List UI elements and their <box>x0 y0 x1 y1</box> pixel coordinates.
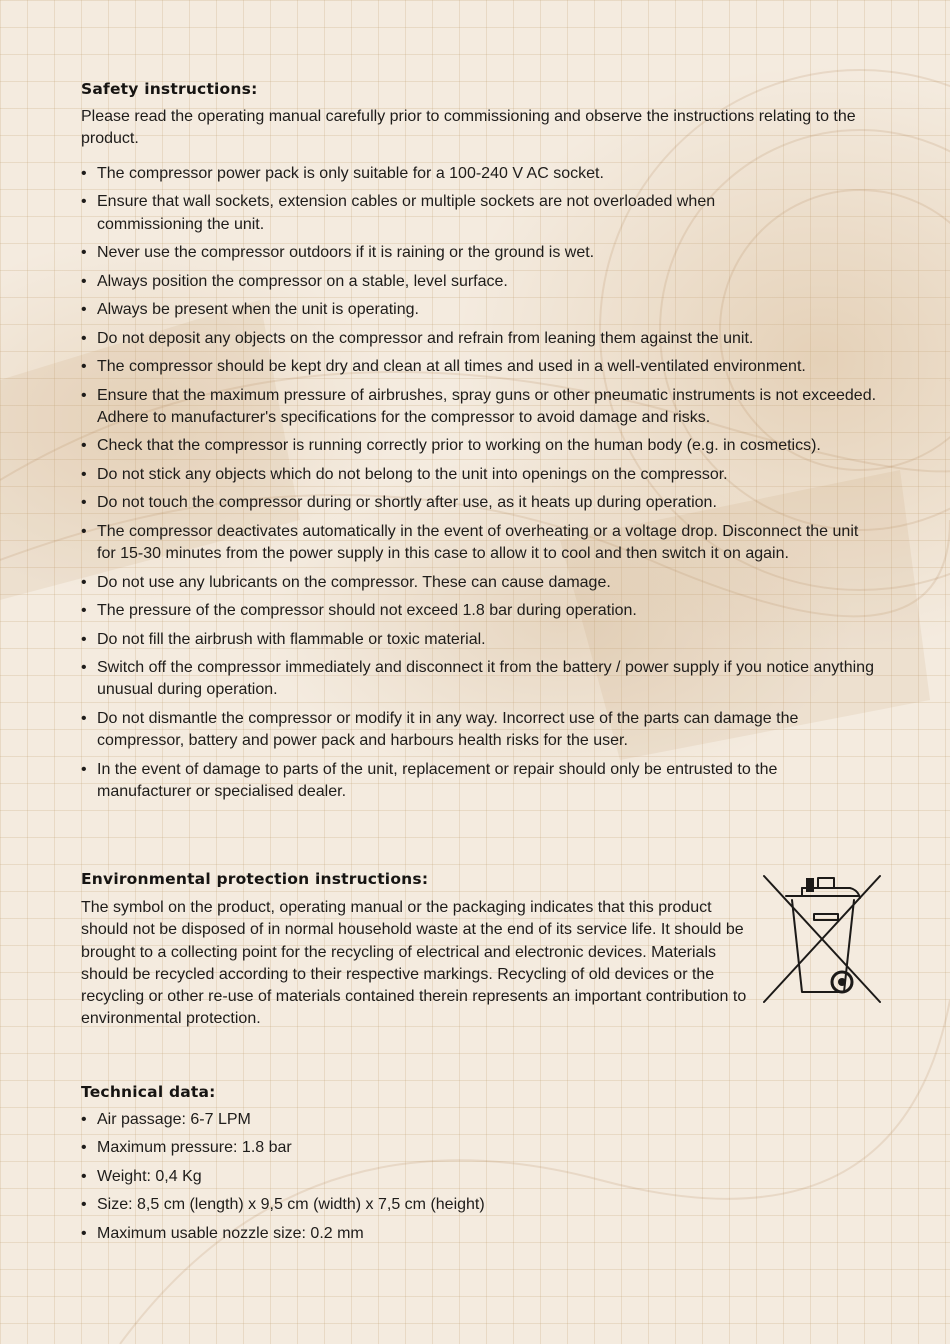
list-item: • The compressor should be kept dry and clean at all times and used in a well-ventilated environment. <box>81 356 889 378</box>
list-item: • Do not dismantle the compressor or modify it in any way. Incorrect use of the parts can damage the compressor, battery and power pack and harbours health risks for the user. <box>81 708 889 753</box>
list-item: • Ensure that wall sockets, extension cables or multiple sockets are not overloaded when commissioning the unit. <box>81 191 767 236</box>
list-item: • Ensure that the maximum pressure of airbrushes, spray guns or other pneumatic instruments is not exceeded. Adhere to manufacturer's specifications for the compressor to avoid damage and risks. <box>81 385 889 430</box>
list-item: • Do not use any lubricants on the compressor. These can cause damage. <box>81 572 889 594</box>
list-item: • Always be present when the unit is operating. <box>81 299 889 321</box>
list-item: • Never use the compressor outdoors if it is raining or the ground is wet. <box>81 242 889 264</box>
list-item: • Do not touch the compressor during or shortly after use, as it heats up during operation. <box>81 492 889 514</box>
list-item: • Air passage: 6-7 LPM <box>81 1109 781 1131</box>
list-item: • Size: 8,5 cm (length) x 9,5 cm (width) x 7,5 cm (height) <box>81 1194 781 1216</box>
list-item: • Check that the compressor is running correctly prior to working on the human body (e.g. in cosmetics). <box>81 435 889 457</box>
list-item: • Do not fill the airbrush with flammable or toxic material. <box>81 629 889 651</box>
list-item: • The compressor power pack is only suitable for a 100-240 V AC socket. <box>81 163 889 185</box>
technical-list <box>81 1109 781 1251</box>
safety-list <box>81 163 889 810</box>
list-item: • Maximum usable nozzle size: 0.2 mm <box>81 1223 781 1245</box>
safety-heading: Safety instructions: <box>81 80 258 98</box>
list-item: • Always position the compressor on a stable, level surface. <box>81 271 889 293</box>
list-item: • Maximum pressure: 1.8 bar <box>81 1137 781 1159</box>
technical-heading: Technical data: <box>81 1083 216 1101</box>
list-item: • Switch off the compressor immediately and disconnect it from the battery / power supply if you notice anything unusual during operation. <box>81 657 889 702</box>
safety-intro: Please read the operating manual carefully prior to commissioning and observe the instructions relating to the product. <box>81 108 856 148</box>
crossed-out-wheelie-bin-icon <box>762 874 882 1004</box>
environment-text: The symbol on the product, operating manual or the packaging indicates that this product should not be disposed of in normal household waste at the end of its service life. It should be brought to a collecting point for the recycling of electrical and electronic devices. Materials should be recycled according to their respective markings. Recycling of old devices or the recycling or other re-use of materials contained therein represents an important contribution to environmental protection. <box>81 899 747 1028</box>
list-item: • Do not deposit any objects on the compressor and refrain from leaning them against the unit. <box>81 328 889 350</box>
list-item: • The compressor deactivates automatically in the event of overheating or a voltage drop. Disconnect the unit for 15-30 minutes from the power supply in this case to allow it to cool and then switch it on again. <box>81 521 867 566</box>
list-item: • In the event of damage to parts of the unit, replacement or repair should only be entrusted to the manufacturer or specialised dealer. <box>81 759 857 804</box>
list-item: • Do not stick any objects which do not belong to the unit into openings on the compressor. <box>81 464 889 486</box>
environment-heading: Environmental protection instructions: <box>81 870 429 888</box>
list-item: • Weight: 0,4 Kg <box>81 1166 781 1188</box>
list-item: • The pressure of the compressor should not exceed 1.8 bar during operation. <box>81 600 889 622</box>
